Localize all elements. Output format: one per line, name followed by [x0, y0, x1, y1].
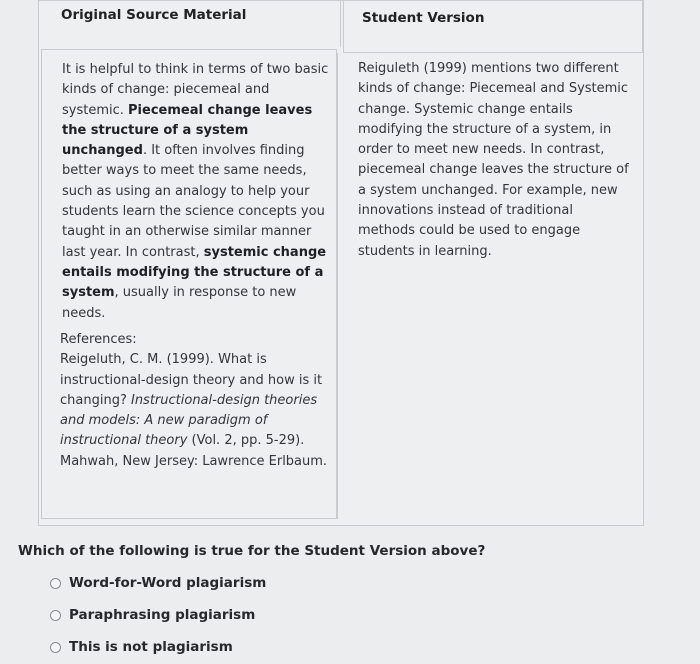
left-header: Original Source Material [61, 7, 247, 23]
question-text: Which of the following is true for the Student Version above? [18, 543, 486, 559]
systemic-definition: systemic change entails modifying the structure of a system [62, 244, 327, 301]
student-paragraph: Reiguleth (1999) mentions two different kinds of change: Piecemeal and Systemic change. Systemic change entails modifying the structure of a system, in order to meet new needs. In contrast, piecemeal change leaves the structure of a system unchanged. For example, new innovations instead of traditional methods could be used to engage students in learning. [358, 61, 629, 259]
option-not-plagiarism[interactable] [50, 639, 233, 655]
references [60, 330, 330, 472]
comparison-table [38, 0, 644, 526]
right-header-cell [343, 1, 643, 53]
option-label: Word-for-Word plagiarism [69, 575, 267, 591]
right-header: Student Version [362, 10, 485, 26]
source-cell [41, 49, 337, 519]
option-label: Paraphrasing plagiarism [69, 607, 256, 623]
option-label: This is not plagiarism [69, 639, 233, 655]
radio-icon[interactable] [50, 642, 61, 653]
left-header-cell [39, 1, 341, 47]
student-cell [337, 53, 637, 519]
option-paraphrasing[interactable] [50, 607, 255, 623]
reference-book-title: Instructional-design theories and models: A new paradigm of instructional theory [60, 392, 318, 449]
radio-icon[interactable] [50, 578, 61, 589]
option-word-for-word[interactable] [50, 575, 266, 591]
reference-citation: Reigeluth, C. M. (1999). What is instructional-design theory and how is it changing? Instructional-design theories and models: A new paradigm of instructional theory (Vol. 2, pp. 5-29). Mahwah, New Jersey: Lawrence Erlbaum. [60, 352, 328, 469]
radio-icon[interactable] [50, 610, 61, 621]
references-heading: References: [60, 332, 137, 347]
piecemeal-definition: Piecemeal change leaves the structure of a system unchanged [62, 102, 313, 159]
source-paragraph: It is helpful to think in terms of two basic kinds of change: piecemeal and systemic. Piecemeal change leaves the structure of a system unchanged. It often involves finding better ways to meet the same needs, such as using an analogy to help your students learn the science concepts you taught in an otherwise similar manner last year. In contrast, systemic change entails modifying the structure of a system, usually in response to new needs. [62, 62, 329, 321]
